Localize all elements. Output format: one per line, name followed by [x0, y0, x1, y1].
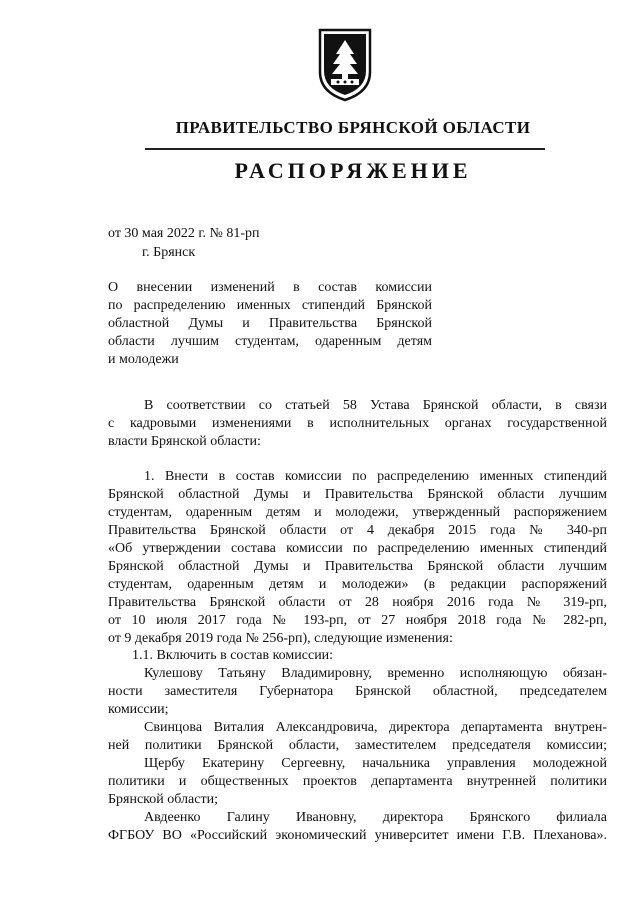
item1-line: от 10 июля 2017 года № 193-рп, от 27 ноября 2018 года № 282-рп,: [108, 613, 607, 628]
document-type-title: РАСПОРЯЖЕНИЕ: [234, 158, 472, 183]
item1-line: Брянской областной Думы и Правительства Брянской области лучшим: [108, 487, 607, 502]
preamble-line: В соответствии со статьей 58 Устава Брянской области, в связи: [144, 398, 607, 413]
preamble-line: власти Брянской области:: [108, 434, 261, 449]
item1-line: 1. Внести в состав комиссии по распределению именных стипендий: [144, 469, 607, 484]
person-line: Свинцова Виталия Александровича, директора департамента внутрен-: [144, 720, 607, 735]
item1-line: «Об утверждении состава комиссии по распределению именных стипендий: [108, 541, 607, 556]
item1-line: студентам, одаренным детям и молодежи, утвержденный распоряжением: [108, 505, 607, 520]
item1-line: Правительства Брянской области от 4 декабря 2015 года № 340-рп: [108, 523, 607, 538]
document-city: г. Брянск: [142, 245, 196, 260]
government-title: ПРАВИТЕЛЬСТВО БРЯНСКОЙ ОБЛАСТИ: [175, 118, 531, 137]
person-line: ности заместителя Губернатора Брянской областной, председателем: [108, 684, 607, 699]
subitem-1-1: 1.1. Включить в состав комиссии:: [132, 648, 334, 663]
person-line: Авдеенко Галину Ивановну, директора Брянского филиала: [144, 810, 607, 825]
person-line: Щербу Екатерину Сергеевну, начальника управления молодежной: [144, 756, 607, 771]
person-line: комиссии;: [108, 702, 169, 717]
subject-line: области лучшим студентам, одаренным детям: [108, 334, 432, 349]
subject-line: по распределению именных стипендий Брянской: [108, 298, 432, 313]
subject-line: и молодежи: [108, 352, 179, 367]
document-date-number: от 30 мая 2022 г. № 81-рп: [108, 226, 260, 241]
person-line: ней политики Брянской области, заместителем председателя комиссии;: [108, 738, 607, 753]
item1-line: от 9 декабря 2019 года № 256-рп), следующие изменения:: [108, 631, 453, 646]
item1-line: Брянской областной Думы и Правительства Брянской области лучшим: [108, 559, 607, 574]
title-divider: [145, 148, 545, 150]
item1-line: студентам, одаренным детям и молодежи» (в редакции распоряжений: [108, 577, 607, 592]
subject-line: областной Думы и Правительства Брянской: [108, 316, 432, 331]
person-line: политики и общественных проектов департамента внутренней политики: [108, 774, 607, 789]
subject-line: О внесении изменений в состав комиссии: [108, 280, 432, 295]
person-line: Брянской области;: [108, 792, 218, 807]
item1-line: Правительства Брянской области от 28 ноября 2016 года № 319-рп,: [108, 595, 607, 610]
person-line: Кулешову Татьяну Владимировну, временно исполняющую обязан-: [144, 666, 607, 681]
preamble-line: с кадровыми изменениями в исполнительных органах государственной: [108, 416, 607, 431]
person-line: ФГБОУ ВО «Российский экономический университет имени Г.В. Плеханова».: [108, 828, 607, 843]
bryansk-coat-of-arms-icon: [318, 28, 372, 102]
